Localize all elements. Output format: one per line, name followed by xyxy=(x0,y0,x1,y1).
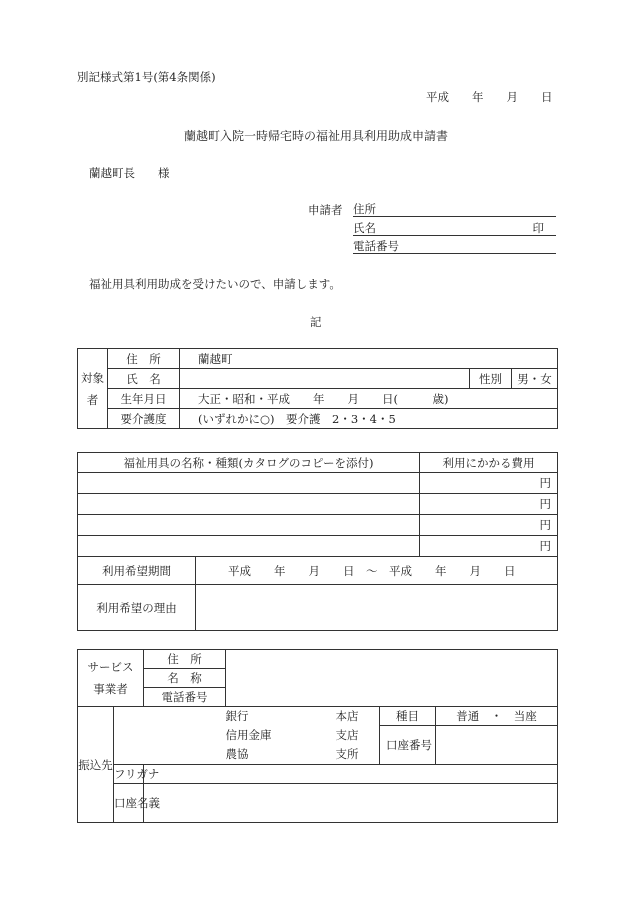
birth-label: 生年月日 xyxy=(108,389,180,409)
transfer-side-label: 振込先 xyxy=(78,707,114,823)
applicant-address-label: 住所 xyxy=(353,202,376,216)
equipment-item-field[interactable] xyxy=(78,515,420,536)
birth-field[interactable] xyxy=(180,389,558,409)
care-label: 要介護度 xyxy=(108,409,180,429)
bank-type-left xyxy=(114,707,226,765)
addressee: 蘭越町長 様 xyxy=(89,166,170,180)
nokyo-option[interactable]: 農協 xyxy=(225,747,249,761)
page-title: 蘭越町入院一時帰宅時の福祉用具利用助成申請書 xyxy=(184,129,449,143)
provider-table xyxy=(77,649,558,823)
shiten-option[interactable]: 支店 xyxy=(335,728,359,742)
reason-label: 利用希望の理由 xyxy=(78,585,196,631)
equipment-table xyxy=(77,452,558,631)
birth-value: 大正・昭和・平成 年 月 日( 歳) xyxy=(198,391,449,406)
applicant-name-field[interactable] xyxy=(353,220,556,236)
ki-heading: 記 xyxy=(310,315,322,329)
bank-type-cell[interactable] xyxy=(226,707,336,765)
form-id: 別記様式第1号(第4条関係) xyxy=(77,70,216,84)
subject-table xyxy=(77,348,558,429)
furigana-field[interactable] xyxy=(144,765,558,784)
equipment-item-field[interactable] xyxy=(78,494,420,515)
provider-name-label: 名 称 xyxy=(144,669,226,688)
furigana-label: フリガナ xyxy=(114,765,144,784)
type-field[interactable]: 普通 ・ 当座 xyxy=(436,707,558,726)
holder-label: 口座名義 xyxy=(114,784,144,823)
account-no-field[interactable] xyxy=(436,726,558,765)
seal-mark: 印 xyxy=(532,221,544,235)
provider-phone-label: 電話番号 xyxy=(144,688,226,707)
period-label: 利用希望期間 xyxy=(78,557,196,585)
equipment-cost-field[interactable] xyxy=(420,515,558,536)
provider-info-field[interactable] xyxy=(226,650,558,707)
date-line: 平成 年 月 日 xyxy=(426,90,553,104)
yen-unit: 円 xyxy=(539,539,552,553)
equipment-cost-field[interactable] xyxy=(420,473,558,494)
provider-address-label: 住 所 xyxy=(144,650,226,669)
applicant-name-label: 氏名 xyxy=(353,221,376,235)
account-no-label: 口座番号 xyxy=(380,726,436,765)
subject-address-value: 蘭越町 xyxy=(198,351,233,366)
shisho-option[interactable]: 支所 xyxy=(335,747,359,761)
applicant-address-field[interactable] xyxy=(353,201,556,217)
branch-type-cell[interactable] xyxy=(336,707,380,765)
gender-field[interactable]: 男・女 xyxy=(512,369,558,389)
yen-unit: 円 xyxy=(539,497,552,511)
subject-name-field[interactable] xyxy=(180,369,470,389)
applicant-phone-label: 電話番号 xyxy=(353,239,399,253)
period-value: 平成 年 月 日 〜 平成 年 月 日 xyxy=(228,563,516,578)
period-field[interactable] xyxy=(196,557,558,585)
yen-unit: 円 xyxy=(539,518,552,532)
provider-side-label: サービス事業者 xyxy=(78,650,144,707)
honten-option[interactable]: 本店 xyxy=(335,709,359,723)
shinkin-option[interactable]: 信用金庫 xyxy=(225,728,272,742)
gender-label: 性別 xyxy=(470,369,512,389)
bank-option[interactable]: 銀行 xyxy=(225,709,249,723)
subject-side-label: 対象者 xyxy=(78,349,108,429)
yen-unit: 円 xyxy=(539,476,552,490)
type-label: 種目 xyxy=(380,707,436,726)
subject-address-field[interactable] xyxy=(180,349,558,369)
equipment-header-cost: 利用にかかる費用 xyxy=(420,453,558,473)
care-field[interactable] xyxy=(180,409,558,429)
applicant-label: 申請者 xyxy=(308,203,343,217)
equipment-cost-field[interactable] xyxy=(420,536,558,557)
subject-name-label: 氏 名 xyxy=(108,369,180,389)
equipment-cost-field[interactable] xyxy=(420,494,558,515)
holder-field[interactable] xyxy=(144,784,558,823)
applicant-phone-field[interactable] xyxy=(353,238,556,254)
equipment-item-field[interactable] xyxy=(78,473,420,494)
equipment-item-field[interactable] xyxy=(78,536,420,557)
equipment-header-name: 福祉用具の名称・種類(カタログのコピーを添付) xyxy=(78,453,420,473)
reason-field[interactable] xyxy=(196,585,558,631)
subject-address-label: 住 所 xyxy=(108,349,180,369)
care-value: (いずれかに○) 要介護 2・3・4・5 xyxy=(198,411,396,426)
request-text: 福祉用具利用助成を受けたいので、申請します。 xyxy=(89,277,341,291)
